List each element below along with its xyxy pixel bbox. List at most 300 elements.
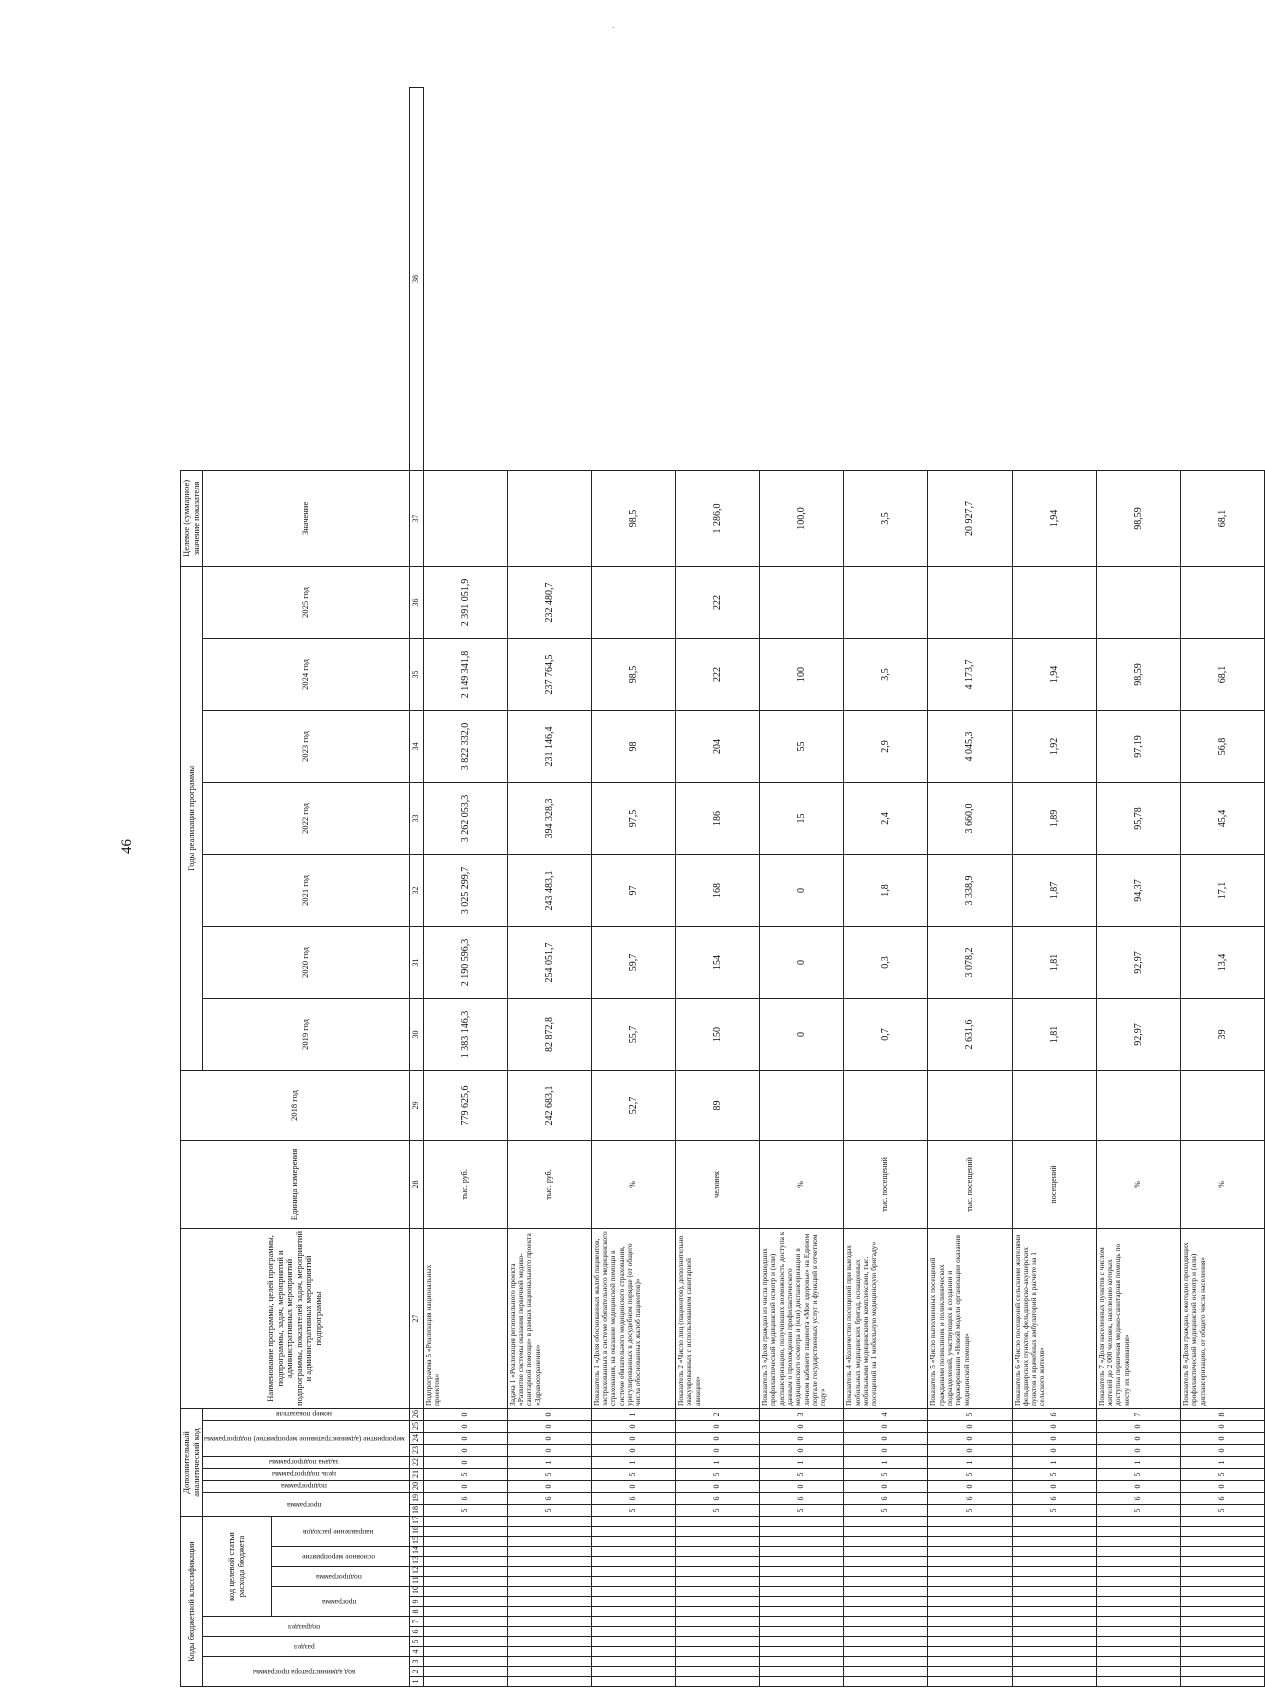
- budget-code-cell: [676, 1516, 760, 1526]
- budget-code-cell: [844, 1537, 928, 1547]
- budget-code-cell: [676, 1637, 760, 1647]
- row-value: 1,89: [1012, 782, 1096, 854]
- row-name: Задача 1 «Реализация регионального проекта «Развитие системы оказания первичной медико-санитарной помощи» в рамках национального проекта «Здравоохранение»: [507, 1228, 591, 1408]
- additional-code-cell: 0: [928, 1480, 1012, 1492]
- budget-code-cell: [928, 1627, 1012, 1637]
- additional-code-cell: 5: [676, 1468, 760, 1480]
- budget-code-cell: [507, 1637, 591, 1647]
- budget-code-cell: [1012, 1657, 1096, 1667]
- column-number: 2: [409, 1667, 423, 1677]
- additional-code-cell: 0: [844, 1420, 928, 1432]
- row-value: 150: [676, 998, 760, 1070]
- budget-code-cell: [844, 1667, 928, 1677]
- additional-code-cell: 0: [507, 1444, 591, 1456]
- additional-code-cell: 0: [1180, 1480, 1264, 1492]
- column-number: 14: [409, 1547, 423, 1557]
- row-value: 204: [676, 710, 760, 782]
- row-value: 94,37: [1096, 854, 1180, 926]
- table-row: [1180, 88, 1264, 1687]
- budget-code-cell: [1012, 1537, 1096, 1547]
- additional-code-cell: 5: [844, 1504, 928, 1516]
- budget-code-cell: [928, 1597, 1012, 1607]
- additional-code-cell: 0: [1012, 1432, 1096, 1444]
- row-value: 97: [591, 854, 675, 926]
- row-value: [507, 470, 591, 566]
- column-number: 19: [409, 1492, 423, 1504]
- header-direction: направление расходов: [271, 1516, 409, 1546]
- budget-code-cell: [1180, 1637, 1264, 1647]
- header-budget-codes: Коды бюджетной классификации: [181, 1516, 203, 1686]
- row-value: 82 872,8: [507, 998, 591, 1070]
- row-value: [1012, 566, 1096, 638]
- row-value: 2,9: [844, 710, 928, 782]
- budget-code-cell: [507, 1547, 591, 1557]
- budget-code-cell: [591, 1677, 675, 1687]
- budget-code-cell: [928, 1567, 1012, 1577]
- budget-code-cell: [676, 1567, 760, 1577]
- additional-code-cell: 6: [844, 1492, 928, 1504]
- row-value: 52,7: [591, 1070, 675, 1140]
- column-number: 34: [409, 710, 423, 782]
- column-number: 35: [409, 638, 423, 710]
- row-value: 2 631,6: [928, 998, 1012, 1070]
- header-year-2020: 2020 год: [203, 926, 410, 998]
- column-number: 5: [409, 1637, 423, 1647]
- budget-code-cell: [676, 1557, 760, 1567]
- budget-code-cell: [844, 1597, 928, 1607]
- row-value: [1096, 1070, 1180, 1140]
- additional-code-cell: 5: [1180, 1468, 1264, 1480]
- additional-code-cell: 1: [760, 1456, 844, 1468]
- column-number: 33: [409, 782, 423, 854]
- row-value: 186: [676, 782, 760, 854]
- header-year-2019: 2019 год: [203, 998, 410, 1070]
- budget-code-cell: [507, 1677, 591, 1687]
- budget-code-cell: [1096, 1637, 1180, 1647]
- header-add-program: программа: [203, 1492, 410, 1516]
- row-value: [760, 1070, 844, 1140]
- row-unit: тыс. руб.: [507, 1140, 591, 1228]
- row-value: 68,1: [1180, 638, 1264, 710]
- row-value: [423, 470, 507, 566]
- budget-code-cell: [591, 1516, 675, 1526]
- budget-code-cell: [676, 1587, 760, 1597]
- budget-code-cell: [1012, 1597, 1096, 1607]
- column-number: 25: [409, 1420, 423, 1432]
- table-row: [507, 88, 591, 1687]
- row-value: 1,92: [1012, 710, 1096, 782]
- additional-code-cell: 0: [760, 1480, 844, 1492]
- row-value: 0: [760, 926, 844, 998]
- column-number: 18: [409, 1504, 423, 1516]
- header-additional-code: Дополнительный аналитический код: [181, 1408, 203, 1516]
- additional-code-cell: 5: [844, 1468, 928, 1480]
- row-value: 1,87: [1012, 854, 1096, 926]
- row-value: [928, 566, 1012, 638]
- additional-code-cell: 6: [1012, 1408, 1096, 1420]
- header-year-2021: 2021 год: [203, 854, 410, 926]
- column-number: 20: [409, 1480, 423, 1492]
- budget-code-cell: [507, 1557, 591, 1567]
- additional-code-cell: 5: [760, 1504, 844, 1516]
- header-subprogram: подпрограмма: [271, 1567, 409, 1587]
- budget-code-cell: [844, 1587, 928, 1597]
- header-value: Значение: [203, 470, 410, 566]
- column-number: 11: [409, 1577, 423, 1587]
- budget-code-cell: [1180, 1627, 1264, 1637]
- budget-code-cell: [1180, 1557, 1264, 1567]
- row-value: [760, 566, 844, 638]
- budget-code-cell: [591, 1647, 675, 1657]
- row-value: 92,97: [1096, 998, 1180, 1070]
- budget-code-cell: [760, 1657, 844, 1667]
- row-value: 232 480,7: [507, 566, 591, 638]
- row-value: 243 483,1: [507, 854, 591, 926]
- budget-code-cell: [1012, 1677, 1096, 1687]
- row-name: Показатель 2 «Число лиц (пациентов), дополнительно эвакуированных с использованием санитарной авиации»: [676, 1228, 760, 1408]
- budget-code-cell: [507, 1516, 591, 1526]
- budget-code-cell: [1012, 1516, 1096, 1526]
- budget-code-cell: [1096, 1597, 1180, 1607]
- header-add-event-type: мероприятие (административное мероприятие) подпрограммы: [203, 1420, 410, 1456]
- column-number: 27: [409, 1228, 423, 1408]
- budget-code-cell: [760, 1557, 844, 1567]
- additional-code-cell: 5: [591, 1504, 675, 1516]
- header-add-event: задача подпрограммы: [203, 1456, 410, 1468]
- additional-code-cell: 5: [1012, 1468, 1096, 1480]
- table-row: [676, 88, 760, 1687]
- header-year-2018: 2018 год: [181, 1070, 410, 1140]
- additional-code-cell: 0: [507, 1480, 591, 1492]
- additional-code-cell: 0: [423, 1420, 507, 1432]
- additional-code-cell: 5: [1180, 1504, 1264, 1516]
- budget-code-cell: [928, 1607, 1012, 1617]
- additional-code-cell: 0: [423, 1432, 507, 1444]
- additional-code-cell: 6: [928, 1492, 1012, 1504]
- additional-code-cell: 0: [1096, 1480, 1180, 1492]
- table-row: [760, 88, 844, 1687]
- budget-code-cell: [591, 1627, 675, 1637]
- additional-code-cell: 0: [928, 1420, 1012, 1432]
- column-number: 31: [409, 926, 423, 998]
- budget-code-cell: [423, 1597, 507, 1607]
- header-years-impl: Годы реализации программы: [181, 566, 203, 1070]
- budget-code-cell: [591, 1527, 675, 1537]
- budget-code-cell: [676, 1617, 760, 1627]
- additional-code-cell: 0: [760, 1432, 844, 1444]
- additional-code-cell: 0: [844, 1432, 928, 1444]
- additional-code-cell: 6: [423, 1492, 507, 1504]
- budget-code-cell: [591, 1617, 675, 1627]
- budget-code-cell: [423, 1527, 507, 1537]
- row-value: 1,94: [1012, 638, 1096, 710]
- program-table: [180, 87, 1265, 1687]
- additional-code-cell: 6: [507, 1492, 591, 1504]
- additional-code-cell: 5: [928, 1468, 1012, 1480]
- budget-code-cell: [676, 1607, 760, 1617]
- budget-code-cell: [1180, 1527, 1264, 1537]
- budget-code-cell: [507, 1587, 591, 1597]
- budget-code-cell: [1180, 1617, 1264, 1627]
- budget-code-cell: [1096, 1677, 1180, 1687]
- budget-code-cell: [1096, 1557, 1180, 1567]
- column-number: 37: [409, 470, 423, 566]
- row-value: 13,4: [1180, 926, 1264, 998]
- budget-code-cell: [1180, 1547, 1264, 1557]
- budget-code-cell: [928, 1657, 1012, 1667]
- budget-code-cell: [1180, 1577, 1264, 1587]
- column-number: 22: [409, 1456, 423, 1468]
- additional-code-cell: 0: [844, 1480, 928, 1492]
- budget-code-cell: [423, 1587, 507, 1597]
- budget-code-cell: [1096, 1587, 1180, 1597]
- budget-code-cell: [1096, 1516, 1180, 1526]
- row-value: 95,78: [1096, 782, 1180, 854]
- budget-code-cell: [676, 1667, 760, 1677]
- row-value: 3 660,0: [928, 782, 1012, 854]
- row-value: 100,0: [760, 470, 844, 566]
- table-row: [928, 88, 1012, 1687]
- budget-code-cell: [1180, 1607, 1264, 1617]
- budget-code-cell: [760, 1537, 844, 1547]
- row-value: 98,5: [591, 638, 675, 710]
- row-value: 254 051,7: [507, 926, 591, 998]
- row-value: 2 149 341,8: [423, 638, 507, 710]
- row-unit: посещений: [1012, 1140, 1096, 1228]
- budget-code-cell: [1012, 1637, 1096, 1647]
- budget-code-cell: [928, 1617, 1012, 1627]
- additional-code-cell: 5: [928, 1408, 1012, 1420]
- budget-code-cell: [676, 1537, 760, 1547]
- row-value: 242 683,1: [507, 1070, 591, 1140]
- row-name: Показатель 8 «Доля граждан, ежегодно проходящих профилактический медицинский осмотр и (или) диспансеризацию, от общего числа населения»: [1180, 1228, 1264, 1408]
- budget-code-cell: [928, 1557, 1012, 1567]
- additional-code-cell: 0: [1012, 1420, 1096, 1432]
- column-number: 26: [409, 1408, 423, 1420]
- budget-code-cell: [1012, 1667, 1096, 1677]
- header-year-2023: 2023 год: [203, 710, 410, 782]
- table-body: [423, 88, 1265, 1687]
- additional-code-cell: 0: [1180, 1444, 1264, 1456]
- budget-code-cell: [1012, 1647, 1096, 1657]
- column-number: 24: [409, 1432, 423, 1444]
- row-value: 3 262 053,3: [423, 782, 507, 854]
- header-target-value: Целевое (суммарное) значение показателя: [181, 470, 203, 566]
- budget-code-cell: [760, 1677, 844, 1687]
- budget-code-cell: [591, 1637, 675, 1647]
- budget-code-cell: [844, 1657, 928, 1667]
- budget-code-cell: [507, 1647, 591, 1657]
- additional-code-cell: 0: [591, 1432, 675, 1444]
- additional-code-cell: 5: [1096, 1468, 1180, 1480]
- budget-code-cell: [591, 1567, 675, 1577]
- budget-code-cell: [676, 1647, 760, 1657]
- additional-code-cell: 0: [507, 1408, 591, 1420]
- column-number: 36: [409, 566, 423, 638]
- budget-code-cell: [1096, 1537, 1180, 1547]
- additional-code-cell: 6: [1096, 1492, 1180, 1504]
- row-value: 3 025 299,7: [423, 854, 507, 926]
- additional-code-cell: 6: [1012, 1492, 1096, 1504]
- column-number: 3: [409, 1657, 423, 1667]
- budget-code-cell: [928, 1516, 1012, 1526]
- column-number: 28: [409, 1140, 423, 1228]
- row-value: [844, 566, 928, 638]
- additional-code-cell: 5: [423, 1468, 507, 1480]
- row-unit: %: [760, 1140, 844, 1228]
- budget-code-cell: [676, 1627, 760, 1637]
- budget-code-cell: [423, 1617, 507, 1627]
- row-value: 2 391 051,9: [423, 566, 507, 638]
- budget-code-cell: [591, 1537, 675, 1547]
- budget-code-cell: [844, 1577, 928, 1587]
- budget-code-cell: [507, 1567, 591, 1577]
- additional-code-cell: 2: [676, 1408, 760, 1420]
- budget-code-cell: [507, 1537, 591, 1547]
- budget-code-cell: [928, 1547, 1012, 1557]
- budget-code-cell: [760, 1587, 844, 1597]
- row-unit: %: [591, 1140, 675, 1228]
- budget-code-cell: [760, 1617, 844, 1627]
- additional-code-cell: 1: [1012, 1456, 1096, 1468]
- row-value: [591, 566, 675, 638]
- budget-code-cell: [1012, 1617, 1096, 1627]
- row-value: 55: [760, 710, 844, 782]
- row-value: 3,5: [844, 638, 928, 710]
- budget-code-cell: [844, 1617, 928, 1627]
- row-value: 20 927,7: [928, 470, 1012, 566]
- budget-code-cell: [928, 1527, 1012, 1537]
- additional-code-cell: 0: [1180, 1420, 1264, 1432]
- budget-code-cell: [760, 1547, 844, 1557]
- additional-code-cell: 0: [760, 1420, 844, 1432]
- budget-code-cell: [423, 1537, 507, 1547]
- additional-code-cell: 0: [844, 1444, 928, 1456]
- column-number: 13: [409, 1557, 423, 1567]
- table-row: [423, 88, 507, 1687]
- additional-code-cell: 5: [928, 1504, 1012, 1516]
- additional-code-cell: 0: [1012, 1444, 1096, 1456]
- column-number: 23: [409, 1444, 423, 1456]
- budget-code-cell: [423, 1557, 507, 1567]
- budget-code-cell: [507, 1617, 591, 1627]
- budget-code-cell: [423, 1577, 507, 1587]
- additional-code-cell: 0: [1180, 1432, 1264, 1444]
- budget-code-cell: [507, 1667, 591, 1677]
- column-number: 32: [409, 854, 423, 926]
- additional-code-cell: 0: [1012, 1480, 1096, 1492]
- additional-code-cell: 8: [1180, 1408, 1264, 1420]
- additional-code-cell: 0: [423, 1480, 507, 1492]
- row-name: Подпрограмма 5 «Реализация национальных проектов»: [423, 1228, 507, 1408]
- budget-code-cell: [591, 1597, 675, 1607]
- row-value: 0: [760, 854, 844, 926]
- header-unit: Единица измерения: [181, 1140, 410, 1228]
- budget-code-cell: [844, 1516, 928, 1526]
- row-value: 231 146,4: [507, 710, 591, 782]
- budget-code-cell: [1180, 1597, 1264, 1607]
- row-value: 89: [676, 1070, 760, 1140]
- budget-code-cell: [844, 1677, 928, 1687]
- budget-code-cell: [1012, 1557, 1096, 1567]
- budget-code-cell: [844, 1547, 928, 1557]
- row-value: 56,8: [1180, 710, 1264, 782]
- budget-code-cell: [423, 1647, 507, 1657]
- row-value: 98,59: [1096, 470, 1180, 566]
- row-value: 0: [760, 998, 844, 1070]
- additional-code-cell: 0: [591, 1444, 675, 1456]
- additional-code-cell: 0: [676, 1444, 760, 1456]
- row-value: 1 383 146,3: [423, 998, 507, 1070]
- row-value: [1180, 1070, 1264, 1140]
- budget-code-cell: [928, 1577, 1012, 1587]
- row-value: 3 078,2: [928, 926, 1012, 998]
- row-value: 97,5: [591, 782, 675, 854]
- budget-code-cell: [507, 1577, 591, 1587]
- row-name: Показатель 1 «Доля обоснованных жалоб пациентов, застрахованных в системе обязательного медицинского страхования, на оказание медицинской помощи в системе обязательного медицинского страхования, урегулированных в досудебном порядке (от общего числа обоснованных жалоб пациентов)»: [591, 1228, 675, 1408]
- row-value: 1 286,0: [676, 470, 760, 566]
- budget-code-cell: [760, 1637, 844, 1647]
- header-program: программа: [271, 1587, 409, 1617]
- budget-code-cell: [1096, 1567, 1180, 1577]
- budget-code-cell: [676, 1547, 760, 1557]
- header-target-article: код целевой статьи расхода бюджета: [203, 1516, 272, 1616]
- budget-code-cell: [1180, 1647, 1264, 1657]
- column-number: 9: [409, 1597, 423, 1607]
- row-unit: тыс. посещений: [928, 1140, 1012, 1228]
- column-number: 4: [409, 1647, 423, 1657]
- budget-code-cell: [591, 1607, 675, 1617]
- row-value: [928, 1070, 1012, 1140]
- row-value: 3,5: [844, 470, 928, 566]
- budget-code-cell: [591, 1657, 675, 1667]
- header-section: раздел: [203, 1637, 410, 1657]
- column-number: 6: [409, 1627, 423, 1637]
- budget-code-cell: [1096, 1647, 1180, 1657]
- row-value: 100: [760, 638, 844, 710]
- additional-code-cell: 1: [676, 1456, 760, 1468]
- row-value: 92,97: [1096, 926, 1180, 998]
- row-unit: %: [1180, 1140, 1264, 1228]
- column-number: 7: [409, 1617, 423, 1627]
- additional-code-cell: 6: [676, 1492, 760, 1504]
- budget-code-cell: [760, 1527, 844, 1537]
- additional-code-cell: 5: [760, 1468, 844, 1480]
- budget-code-cell: [423, 1677, 507, 1687]
- budget-code-cell: [676, 1597, 760, 1607]
- budget-code-cell: [1096, 1657, 1180, 1667]
- additional-code-cell: 0: [423, 1408, 507, 1420]
- budget-code-cell: [844, 1637, 928, 1647]
- row-value: 17,1: [1180, 854, 1264, 926]
- row-value: 222: [676, 566, 760, 638]
- row-value: 394 328,3: [507, 782, 591, 854]
- table-row: [844, 88, 928, 1687]
- additional-code-cell: 5: [1012, 1504, 1096, 1516]
- budget-code-cell: [591, 1577, 675, 1587]
- additional-code-cell: 0: [928, 1432, 1012, 1444]
- row-value: 222: [676, 638, 760, 710]
- additional-code-cell: 0: [423, 1444, 507, 1456]
- additional-code-cell: 5: [591, 1468, 675, 1480]
- budget-code-cell: [928, 1667, 1012, 1677]
- row-value: 59,7: [591, 926, 675, 998]
- budget-code-cell: [1096, 1627, 1180, 1637]
- additional-code-cell: 0: [591, 1480, 675, 1492]
- additional-code-cell: 7: [1096, 1408, 1180, 1420]
- budget-code-cell: [1096, 1577, 1180, 1587]
- additional-code-cell: 6: [760, 1492, 844, 1504]
